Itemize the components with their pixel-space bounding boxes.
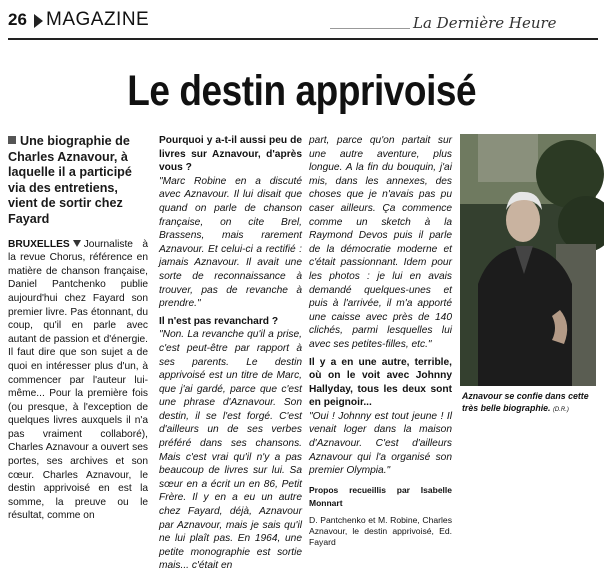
intro-text: Journaliste à la revue Chorus, référence en matière de chanson française, Daniel Pantchenko publie aujourd'hui chez Fayard son premier livre. Pas étonnant, du coup, qu'il en parle avec autant de passion et d'énergie. Il faut dire que son sujet a de quoi en intéresser plus d'un, à commencer par l'auteur lui-même... Pour la première fois (ou presque, à l'exception de quelques livres auxquels il n'a pas vraiment collaboré), Charles Aznavour a ouvert ses portes, ses archives et son cœur. Charles Aznavour, le destin apprivoisé en est la somme, la preuve ou le résultat, comme on — [8, 238, 148, 522]
book-reference: D. Pantchenko et M. Robine, Charles Aznavour, le destin apprivoisé, Ed. Fayard — [309, 515, 452, 548]
intro-paragraph — [8, 238, 148, 523]
caption-text: Aznavour se confie dans cette très belle biographie. — [462, 391, 589, 413]
deck-text: Une biographie de Charles Aznavour, à laquelle il a participé via des entretiens, vient de sortir chez Fayard — [8, 134, 132, 226]
dateline: BRUXELLES — [8, 238, 70, 250]
triangle-down-icon — [73, 240, 81, 247]
portrait-photo — [460, 134, 596, 386]
headline: Le destin apprivoisé — [127, 67, 477, 115]
column-3 — [309, 134, 452, 548]
answer-3: "Oui ! Johnny est tout jeune ! Il venait loger dans la maison d'Aznavour. C'est d'ailleurs Aznavour qui l'a organisé son premier Olympia." — [309, 410, 452, 477]
photo-credit: (D.R.) — [552, 406, 569, 413]
header-rule — [8, 38, 598, 40]
portrait-illustration — [460, 134, 596, 386]
newspaper-name: La Dernière Heure — [413, 14, 557, 32]
answer-2: "Non. La revanche qu'il a prise, c'est peut-être par rapport à ses parents. Le destin apprivoisé est un titre de Marc, que j'ai gardé, parce que c'est une phrase d'Aznavour. Son destin, il se l'est forgé. C'est d'ailleurs un de ses verbes préféré dans ses chansons. Mais c'est vrai qu'il n'y a pas beaucoup de livres sur lui. Sa sœur en a écrit un en 86, Petit Frère. Il y en a eu un autre chez Fayard, déjà, Aznavour par Aznavour, mais je sais qu'il ne lui plaît pas. En 1964, une petite monographie est sortie mais... c'était en — [159, 329, 302, 572]
photo-caption — [462, 391, 598, 416]
deck — [8, 134, 148, 228]
question-3: Il y a en une autre, terrible, où on le voit avec Johnny Hallyday, tous les deux sont en peignoir... — [309, 356, 452, 409]
page-number: 26 — [8, 10, 27, 29]
interview-credit: Propos recueillis par Isabelle Monnart — [309, 484, 452, 509]
masthead-line — [330, 28, 410, 29]
column-1 — [8, 134, 148, 523]
section-title: MAGAZINE — [46, 9, 150, 30]
question-2: Il n'est pas revanchard ? — [159, 315, 279, 327]
answer-continued: part, parce qu'on partait sur une autre aventure, plus longue. A la fin du bouquin, j'ai mis, dans les annexes, des choses que je n'avais pas pu caser ailleurs. Ça commence comme un sketch à la Raymond Devos puis il parle de la démocratie moderne et c'était passionnant. Idem pour les photos : je lui en avais demandé quelques-unes et puis à l'arrivée, il m'a apporté une caisse avec près de 140 clichés, parmi lesquelles lui avec ses petites-filles, etc." — [309, 135, 452, 350]
square-bullet-icon — [8, 136, 16, 144]
answer-1: "Marc Robine en a discuté avec Aznavour. Il lui disait que quand on parle de chanson française, on cite Brel, Brassens, mais rarement Aznavour. Et celui-ci a rectifié : jamais Aznavour. Il avait une sorte de reconnaissance à trouver, pas de revanche à prendre." — [159, 175, 302, 310]
question-1: Pourquoi y a-t-il aussi peu de livres sur Aznavour, d'après vous ? — [159, 135, 302, 174]
arrow-right-icon — [34, 14, 43, 28]
column-2 — [159, 134, 302, 573]
page-header — [8, 6, 598, 32]
